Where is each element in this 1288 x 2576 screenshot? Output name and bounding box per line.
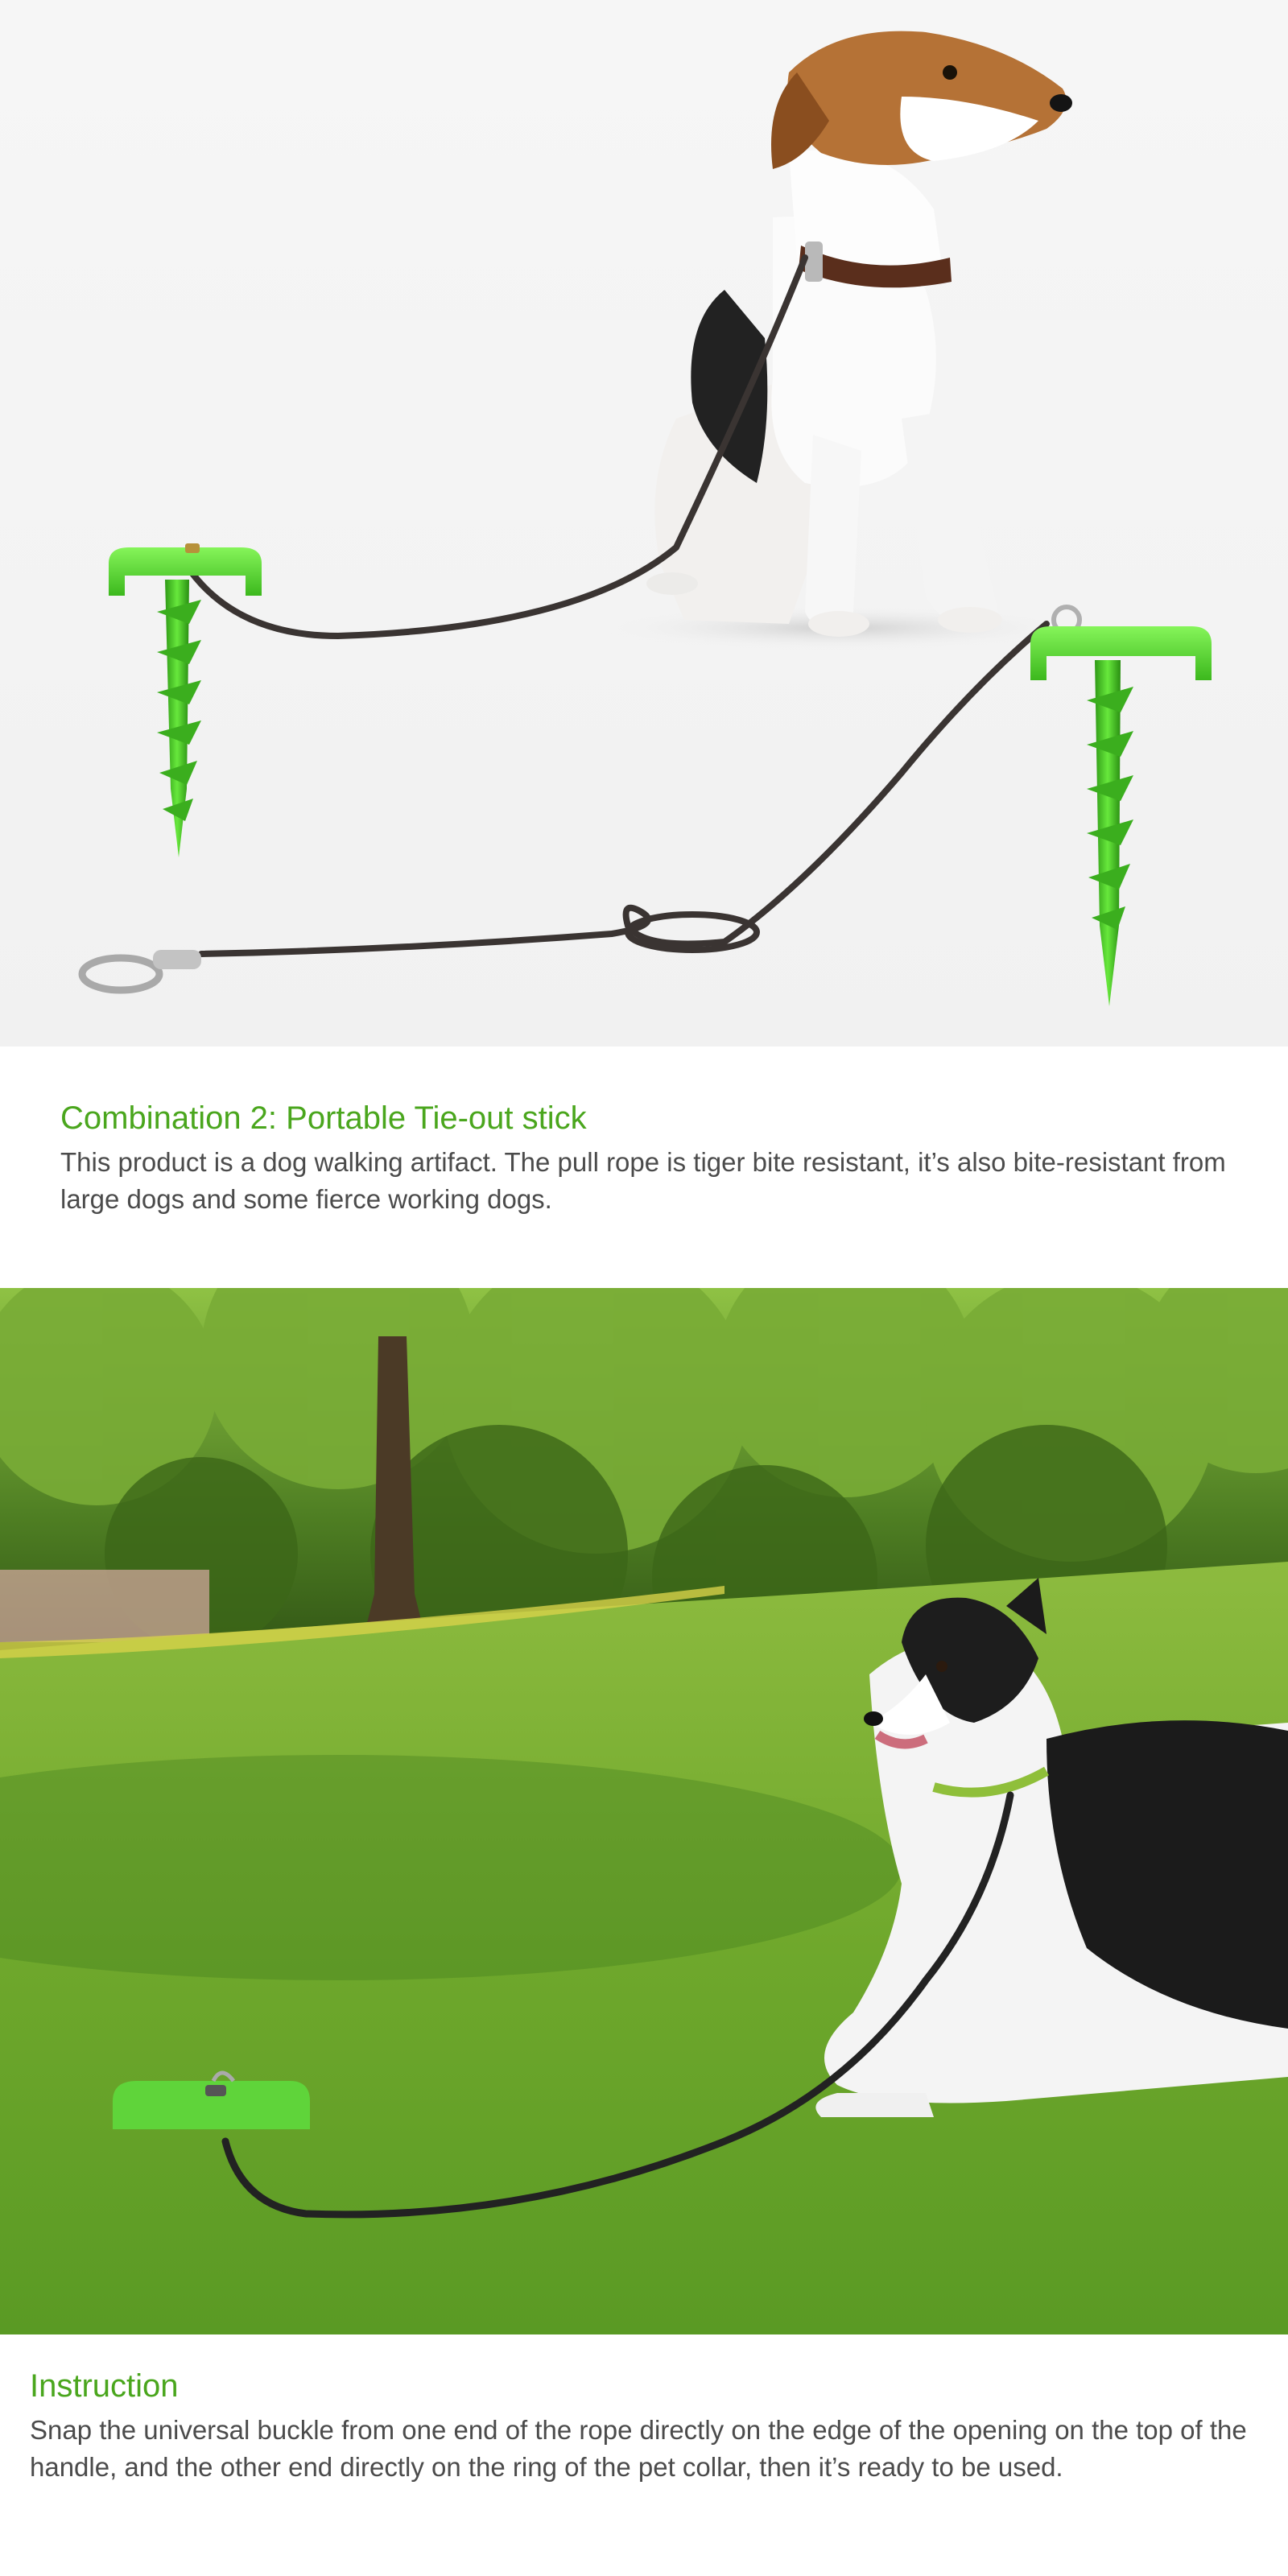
instruction-section [30,2367,1261,2486]
product-photo-studio [0,0,1288,1046]
combination-section [60,1099,1236,1218]
tie-out-stake-handle [113,2073,310,2129]
product-photo-outdoor [0,1288,1288,2334]
tie-out-stake-left [109,543,262,857]
combination-heading: Combination 2: Portable Tie-out stick [60,1100,587,1136]
tie-out-stake-right [1030,626,1212,1006]
park-scene [0,1288,1288,2334]
instruction-heading: Instruction [30,2368,179,2404]
instruction-description: Snap the universal buckle from one end of the rope directly on the edge of the opening on the top of the handle, and the other end directly on the ring of the pet collar, then it’s ready to be used. [30,2415,1247,2482]
dog-jack-russell [646,31,1072,637]
snap-hook [82,950,201,990]
studio-scene [0,0,1288,1046]
combination-description: This product is a dog walking artifact. The pull rope is tiger bite resistant, it’s also bite-resistant from large dogs and some fierce working dogs. [60,1147,1226,1214]
